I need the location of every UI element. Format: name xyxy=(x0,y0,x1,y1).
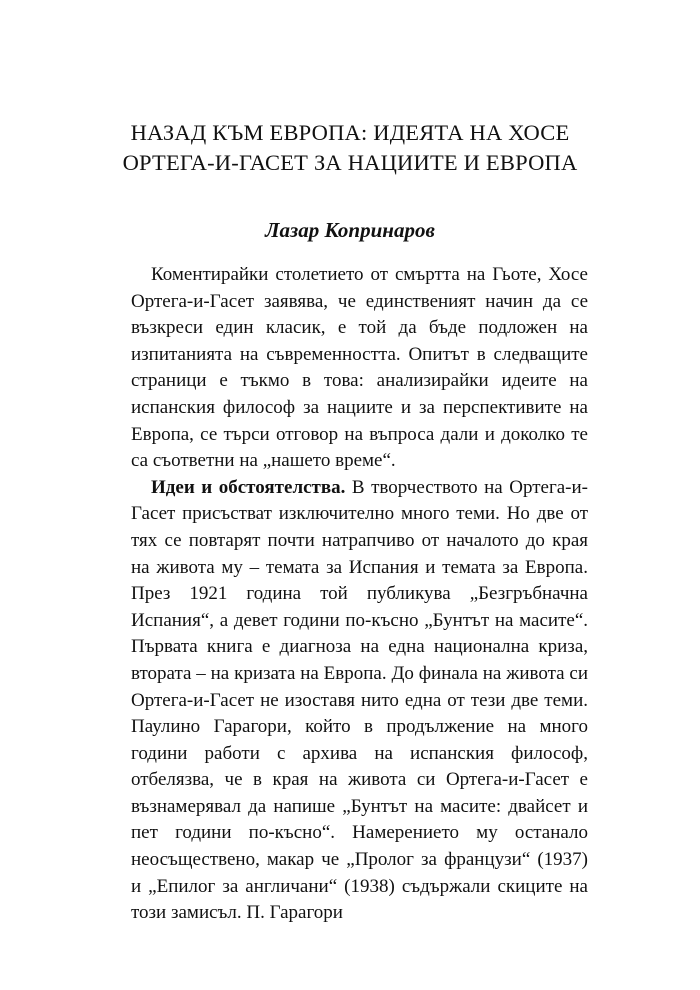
article-title: НАЗАД КЪМ ЕВРОПА: ИДЕЯТА НА ХОСЕ ОРТЕГА-И-ГАСЕТ ЗА НАЦИИТЕ И ЕВРОПА xyxy=(122,120,578,175)
paragraph-lead-heading: Идеи и обстоятелства. xyxy=(151,476,346,498)
article-author: Лазар Копринаров xyxy=(265,218,435,242)
paragraph-intro xyxy=(131,262,588,475)
paragraph-intro-text: Коментирайки столетието от смъртта на Гьоте, Хосе Ортега-и-Гасет заявява, че единственият начин да се възкреси един класик, е той да бъде подложен на изпитанията на съвременността. Опитът в следващите страници е тъкмо в това: анализирайки идеите на испанския философ за нациите и за перспективите на Европа, се търси отговор на въпроса дали и доколко те са съответни на „нашето време“. xyxy=(131,264,588,472)
paragraph-ideas-and-circumstances xyxy=(131,475,588,927)
article-body xyxy=(131,262,588,927)
paragraph-ideas-text: В творчеството на Ортега-и-Гасет присъстват изключително много теми. Но две от тях се повтарят почти натрапчиво от началото до края на живота му – темата за Испания и темата за Европа. През 1921 година той публикува „Безгръбначна Испания“, а девет години по-късно „Бунтът на масите“. Първата книга е диагноза на една национална криза, втората – на кризата на Европа. До финала на живота си Ортега-и-Гасет не изоставя нито една от тези две теми. Паулино Гарагори, който в продължение на много години работи с архива на испанския философ, отбелязва, че в края на живота си Ортега-и-Гасет е възнамерявал да напише „Бунтът на масите: двайсет и пет години по-късно“. Намерението му останало неосъществено, макар че „Пролог за французи“ (1937) и „Епилог за англичани“ (1938) съдържали скиците на този замисъл. П. Гарагори xyxy=(131,476,588,924)
